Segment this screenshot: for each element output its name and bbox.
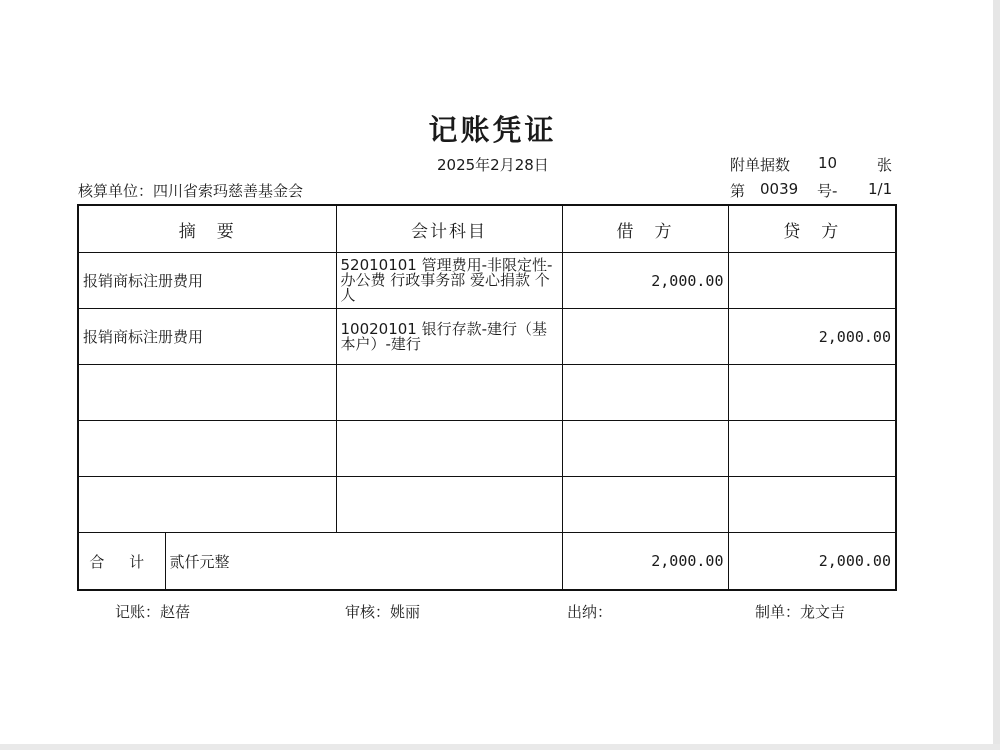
total-debit: 2,000.00 [562,533,728,591]
entry-credit [728,477,896,533]
scan-edge-right [993,0,1000,750]
voucher-no-number: 0039 [760,180,799,198]
attachments-unit: 张 [877,156,893,174]
table-row [78,421,896,477]
table-row [78,365,896,421]
reviewer-name: 姚丽 [390,603,421,621]
voucher-no-suffix: 号- [817,182,838,200]
table-header-row [78,205,896,253]
reviewer-signature [345,601,420,622]
total-in-words: 贰仟元整 [165,533,562,591]
entry-summary: 报销商标注册费用 [78,309,336,365]
total-row [78,533,896,591]
entry-account [336,365,562,421]
bookkeeper-label: 记账： [115,603,161,621]
entry-summary: 报销商标注册费用 [78,253,336,309]
bookkeeper-signature [115,601,190,622]
accounting-unit-label: 核算单位： [78,182,154,200]
entry-credit: 2,000.00 [728,309,896,365]
cashier-label: 出纳： [567,603,613,621]
entry-debit [562,365,728,421]
entry-debit [562,421,728,477]
accounting-unit [78,180,303,201]
table-row [78,477,896,533]
voucher-page: 1/1 [868,180,893,198]
header-account: 会计科目 [336,205,562,253]
entry-credit [728,365,896,421]
reviewer-label: 审核： [345,603,391,621]
voucher-no-prefix: 第 [730,182,746,200]
entry-account [336,421,562,477]
table-row [78,253,896,309]
preparer-label: 制单： [755,603,801,621]
total-credit: 2,000.00 [728,533,896,591]
entry-debit [562,309,728,365]
entry-account: 52010101 管理费用-非限定性-办公费 行政事务部 爱心捐款 个人 [336,253,562,309]
attachments-count: 10 [818,154,838,172]
scan-edge-bottom [0,744,1000,750]
entry-account [336,477,562,533]
header-summary: 摘 要 [78,205,336,253]
entry-credit [728,421,896,477]
entry-summary [78,365,336,421]
bookkeeper-name: 赵蓓 [160,603,191,621]
header-debit: 借 方 [562,205,728,253]
preparer-signature [755,601,845,622]
entry-account: 10020101 银行存款-建行（基本户）-建行 [336,309,562,365]
preparer-name: 龙文吉 [800,603,846,621]
entry-debit [562,477,728,533]
voucher-title: 记账凭证 [428,113,557,147]
total-label: 合 计 [78,533,165,591]
voucher-date: 2025年2月28日 [437,156,549,174]
entry-debit: 2,000.00 [562,253,728,309]
entry-summary [78,477,336,533]
attachments-label: 附单据数 [730,156,791,174]
header-credit: 贷 方 [728,205,896,253]
entry-credit [728,253,896,309]
accounting-unit-name: 四川省索玛慈善基金会 [153,182,304,200]
entry-summary [78,421,336,477]
table-row [78,309,896,365]
cashier-signature [567,601,612,622]
voucher-table [77,204,897,591]
